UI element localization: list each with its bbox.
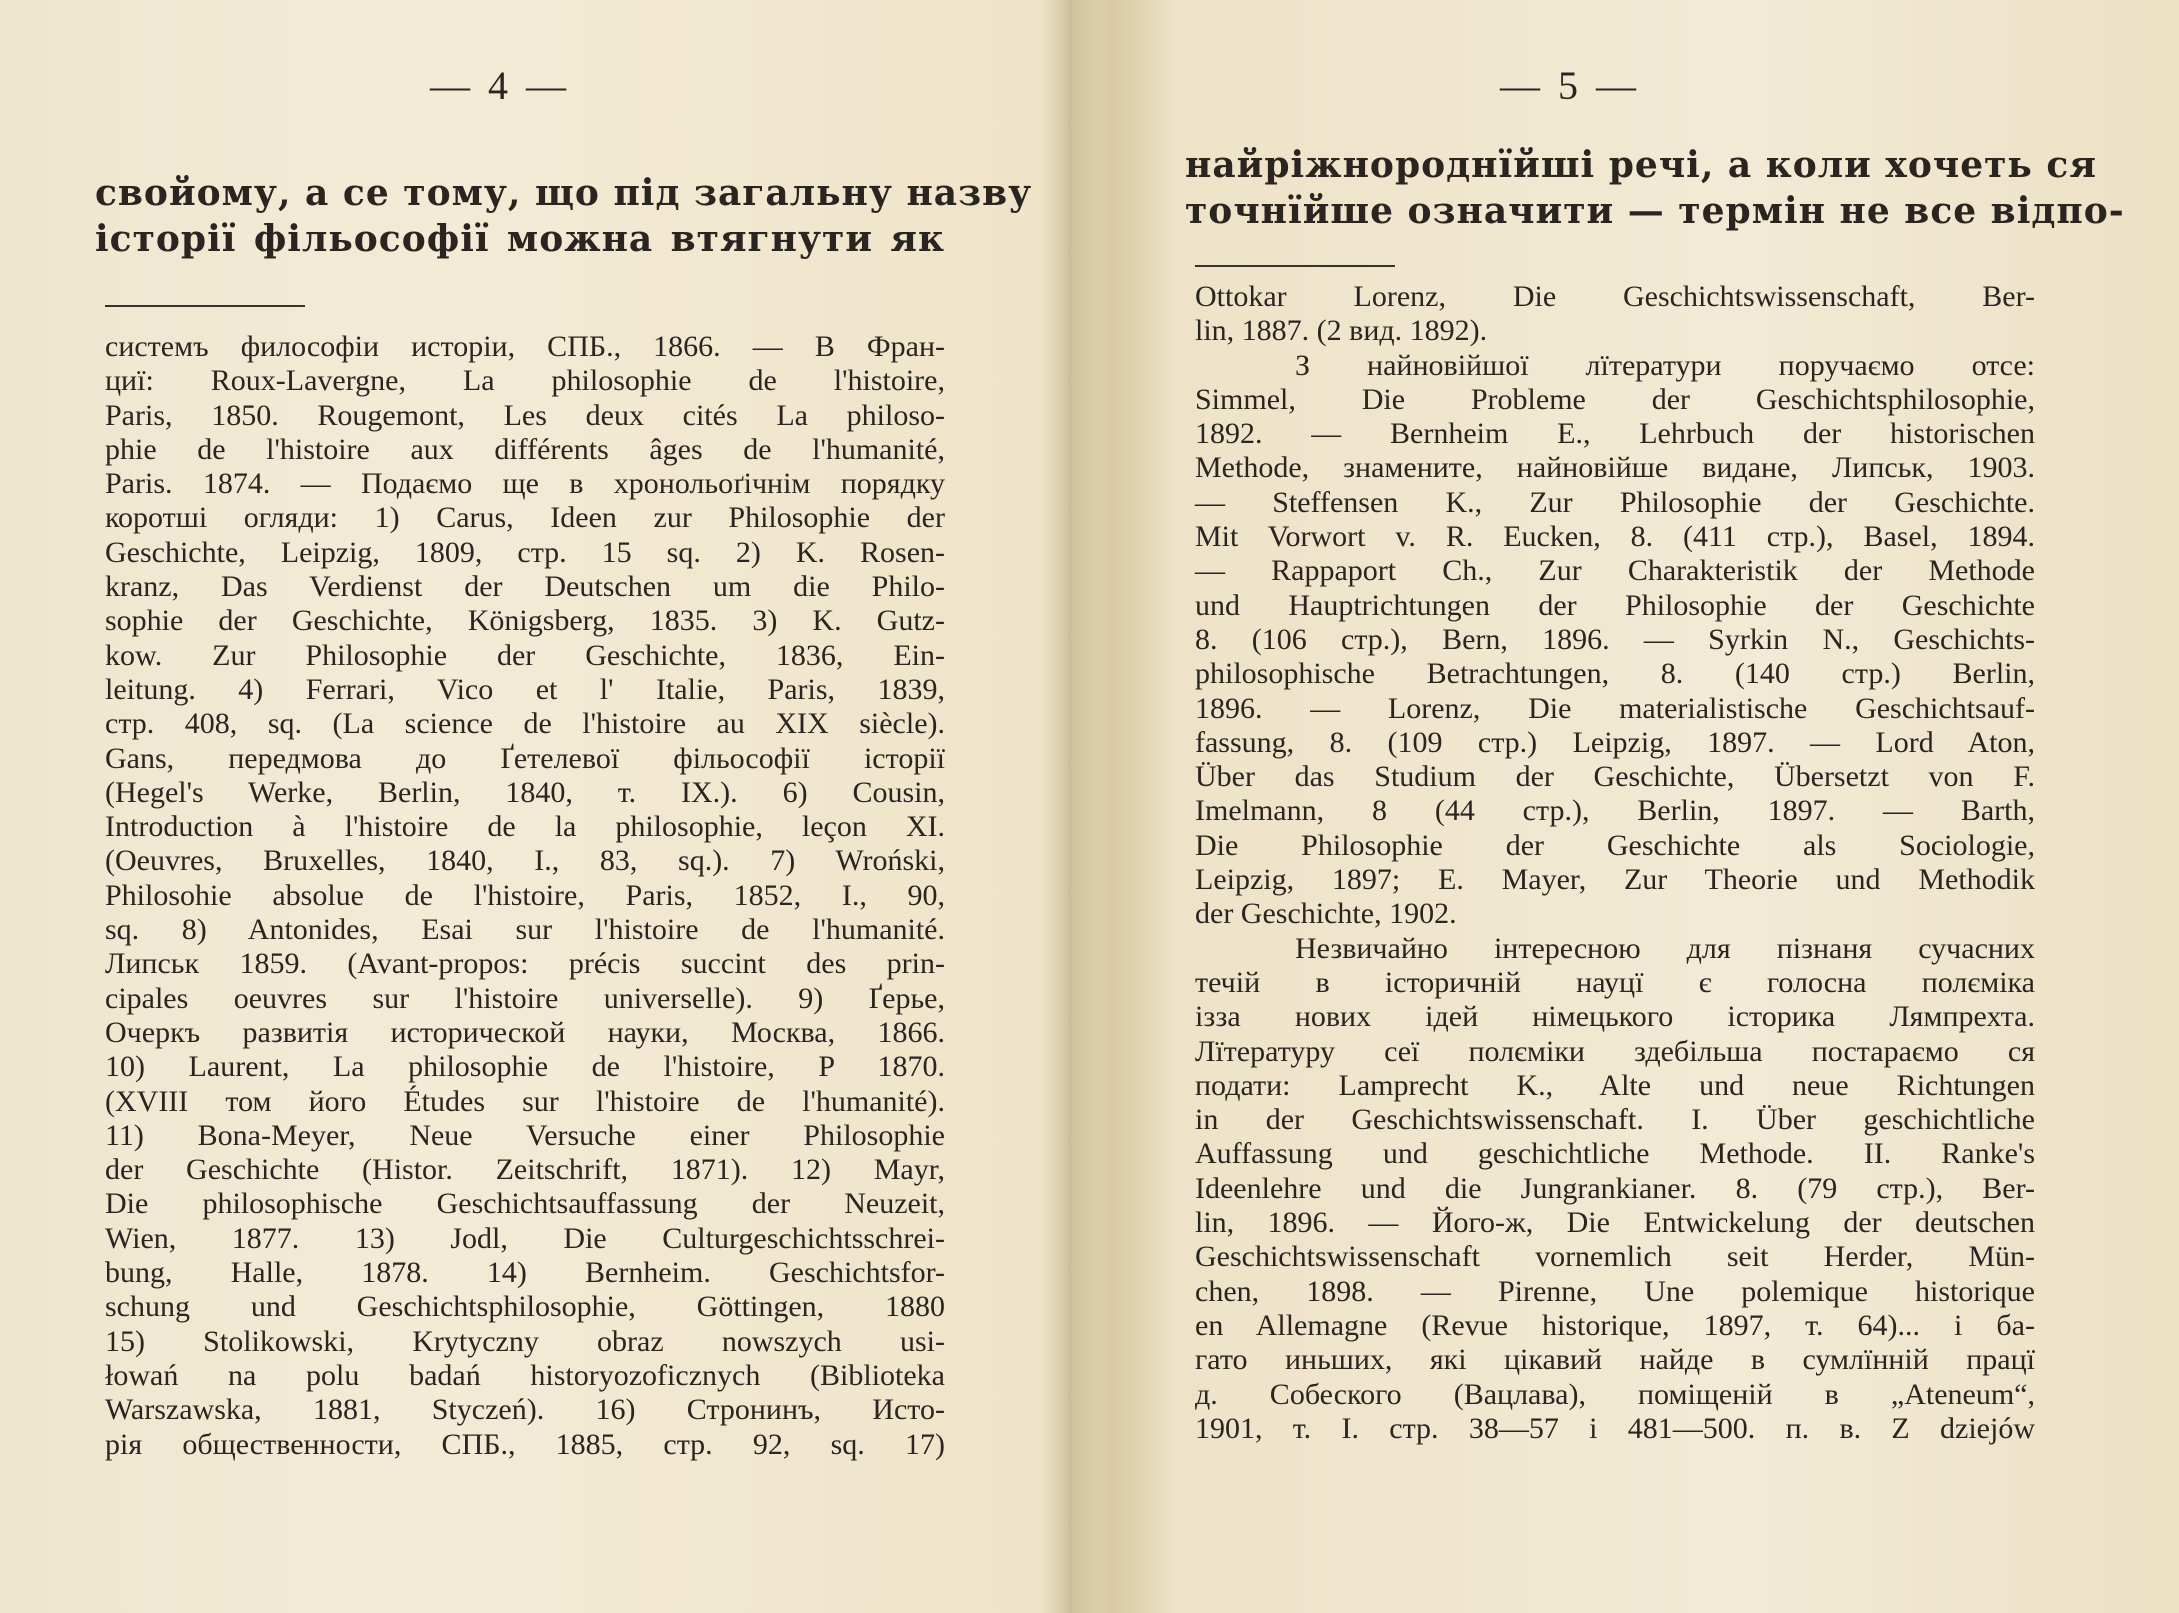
note-line: — Steffensen K., Zur Philosophie der Geschichte. — [1195, 485, 2035, 519]
note-line: 10) Laurent, La philosophie de l'histoire, P 1870. — [105, 1050, 945, 1084]
note-line: chen, 1898. — Pirenne, Une polemique historique — [1195, 1274, 2035, 1308]
note-line: Ideenlehre und die Jungrankianer. 8. (79 стр.), Ber- — [1195, 1171, 2035, 1205]
main-line: точнїйше означити — термін не все відпо- — [1185, 190, 2125, 232]
note-line: philosophische Betrachtungen, 8. (140 стр.) Berlin, — [1195, 657, 2035, 691]
note-line: lin, 1896. — Його-ж, Die Entwickelung der deutschen — [1195, 1206, 2035, 1240]
note-line: Über das Studium der Geschichte, Übersetzt von F. — [1195, 760, 2035, 794]
left-page — [95, 0, 1033, 1613]
note-line: 1892. — Bernheim E., Lehrbuch der historischen — [1195, 417, 2035, 451]
note-line: in der Geschichtswissenschaft. I. Über geschichtliche — [1195, 1103, 2035, 1137]
note-line: łowań na polu badań historyozoficznych (Biblioteka — [105, 1358, 945, 1392]
note-line: Ottokar Lorenz, Die Geschichtswissenschaft, Ber- — [1195, 280, 2035, 313]
note-line: течій в історичній науцї є голосна полєміка — [1195, 965, 2035, 999]
note-line: Mit Vorwort v. R. Eucken, 8. (411 стр.), Basel, 1894. — [1195, 520, 2035, 554]
note-line: bung, Halle, 1878. 14) Bernheim. Geschichtsfor- — [105, 1256, 945, 1290]
note-line: 1901, т. I. стр. 38—57 і 481—500. п. в. Z dziejów — [1195, 1411, 2035, 1445]
note-line: подати: Lamprecht K., Alte und neue Richtungen — [1195, 1068, 2035, 1102]
main-line: найріжнороднїйші речі, а коли хочеть ся — [1185, 144, 2097, 186]
note-line: der Geschichte, 1902. — [1195, 897, 1457, 931]
footnotes-right — [1195, 280, 2035, 1446]
note-line: (XVIII том його Études sur l'histoire de l'humanité). — [105, 1084, 945, 1118]
note-line: д. Собеского (Вацлава), поміщеній в „Ateneum“, — [1195, 1377, 2035, 1411]
note-line: schung und Geschichtsphilosophie, Göttingen, 1880 — [105, 1290, 945, 1324]
note-line: 15) Stolikowski, Krytyczny obraz nowszych usi- — [105, 1324, 945, 1358]
note-line: kranz, Das Verdienst der Deutschen um die Philo- — [105, 570, 945, 604]
note-line: kow. Zur Philosophie der Geschichte, 1836, Ein- — [105, 638, 945, 672]
note-line: системъ философіи исторіи, СПБ., 1866. — В Фран- — [105, 330, 945, 363]
note-line: Gans, передмова до Ґетелевої фільософії історії — [105, 741, 945, 775]
footnote-rule — [105, 305, 305, 307]
note-line: und Hauptrichtungen der Philosophie der Geschichte — [1195, 588, 2035, 622]
note-line: en Allemagne (Revue historique, 1897, т. 64)... і ба- — [1195, 1308, 2035, 1342]
note-line: 11) Bona-Meyer, Neue Versuche einer Philosophie — [105, 1118, 945, 1152]
footnotes-left — [105, 330, 945, 1462]
note-line: Geschichte, Leipzig, 1809, стр. 15 sq. 2) K. Rosen- — [105, 535, 945, 569]
note-line: (Hegel's Werke, Berlin, 1840, т. IX.). 6) Cousin, — [105, 775, 945, 809]
note-line: der Geschichte (Histor. Zeitschrift, 1871). 12) Mayr, — [105, 1153, 945, 1187]
note-line: гато иньших, які цікавий найде в сумлїнній працї — [1195, 1343, 2035, 1377]
note-line: leitung. 4) Ferrari, Vico et l' Italie, Paris, 1839, — [105, 672, 945, 706]
note-line: Die Philosophie der Geschichte als Sociologie, — [1195, 828, 2035, 862]
note-line: Geschichtswissenschaft vornemlich seit Herder, Mün- — [1195, 1240, 2035, 1274]
note-line: Warszawska, 1881, Styczeń). 16) Стронинъ, Исто- — [105, 1393, 945, 1427]
note-line: lin, 1887. (2 вид. 1892). — [1195, 314, 1488, 348]
note-line: циї: Roux-Lavergne, La philosophie de l'histoire, — [105, 364, 945, 398]
note-line: З найновійшої лїтератури поручаємо отсе: — [1295, 348, 2035, 382]
note-line: Imelmann, 8 (44 стр.), Berlin, 1897. — Barth, — [1195, 794, 2035, 828]
note-line: Липськ 1859. (Avant-propos: précis succint des prin- — [105, 947, 945, 981]
page-number-right: — 5 — — [1500, 63, 1640, 108]
note-line: 8. (106 стр.), Bern, 1896. — Syrkin N., Geschichts- — [1195, 622, 2035, 656]
footnote-rule — [1195, 265, 1395, 267]
note-line: Die philosophische Geschichtsauffassung der Neuzeit, — [105, 1187, 945, 1221]
note-line: cipales oeuvres sur l'histoire universelle). 9) Ґерье, — [105, 981, 945, 1015]
note-line: sq. 8) Antonides, Esai sur l'histoire de l'humanité. — [105, 913, 945, 947]
note-line: Leipzig, 1897; E. Mayer, Zur Theorie und Methodik — [1195, 863, 2035, 897]
note-line: — Rappaport Ch., Zur Charakteristik der Methode — [1195, 554, 2035, 588]
note-line: Introduction à l'histoire de la philosophie, leçon XI. — [105, 810, 945, 844]
main-line: історії фільософії можна втягнути як — [95, 218, 945, 260]
note-line: Лїтературу сеї полєміки здебільша постараємо ся — [1195, 1034, 2035, 1068]
main-text-left — [95, 170, 1033, 262]
book-fold — [1040, 0, 1100, 1613]
note-line: Незвичайно інтересною для пізнаня сучасних — [1295, 931, 2035, 965]
note-line: Paris, 1850. Rougemont, Les deux cités La philoso- — [105, 398, 945, 432]
right-page — [1185, 0, 2125, 1613]
page-number-left: — 4 — — [430, 63, 570, 108]
note-line: Wien, 1877. 13) Jodl, Die Culturgeschichtsschrei- — [105, 1221, 945, 1255]
note-line: fassung, 8. (109 стр.) Leipzig, 1897. — Lord Aton, — [1195, 725, 2035, 759]
note-line: рія общественности, СПБ., 1885, стр. 92, sq. 17) — [105, 1427, 945, 1461]
note-line: Paris. 1874. — Подаємо ще в хронольоґічнім порядку — [105, 467, 945, 501]
note-line: стр. 408, sq. (La science de l'histoire au XIX siècle). — [105, 707, 945, 741]
main-line: свойому, а се тому, що під загальну назву — [95, 172, 1033, 214]
note-line: ізза нових ідей німецького історика Лямпрехта. — [1195, 1000, 2035, 1034]
note-line: Очеркъ развитія исторической науки, Москва, 1866. — [105, 1015, 945, 1049]
note-line: Auffassung und geschichtliche Methode. II. Ranke's — [1195, 1137, 2035, 1171]
note-line: sophie der Geschichte, Königsberg, 1835. 3) K. Gutz- — [105, 604, 945, 638]
note-line: Philosohie absolue de l'histoire, Paris, 1852, I., 90, — [105, 878, 945, 912]
main-text-right — [1185, 142, 2125, 234]
note-line: phie de l'histoire aux différents âges de l'humanité, — [105, 432, 945, 466]
note-line: 1896. — Lorenz, Die materialistische Geschichtsauf- — [1195, 691, 2035, 725]
note-line: (Oeuvres, Bruxelles, 1840, I., 83, sq.). 7) Wroński, — [105, 844, 945, 878]
note-line: Simmel, Die Probleme der Geschichtsphilosophie, — [1195, 382, 2035, 416]
note-line: коротші огляди: 1) Carus, Ideen zur Philosophie der — [105, 501, 945, 535]
note-line: Methode, знамените, найновійше видане, Липськ, 1903. — [1195, 451, 2035, 485]
